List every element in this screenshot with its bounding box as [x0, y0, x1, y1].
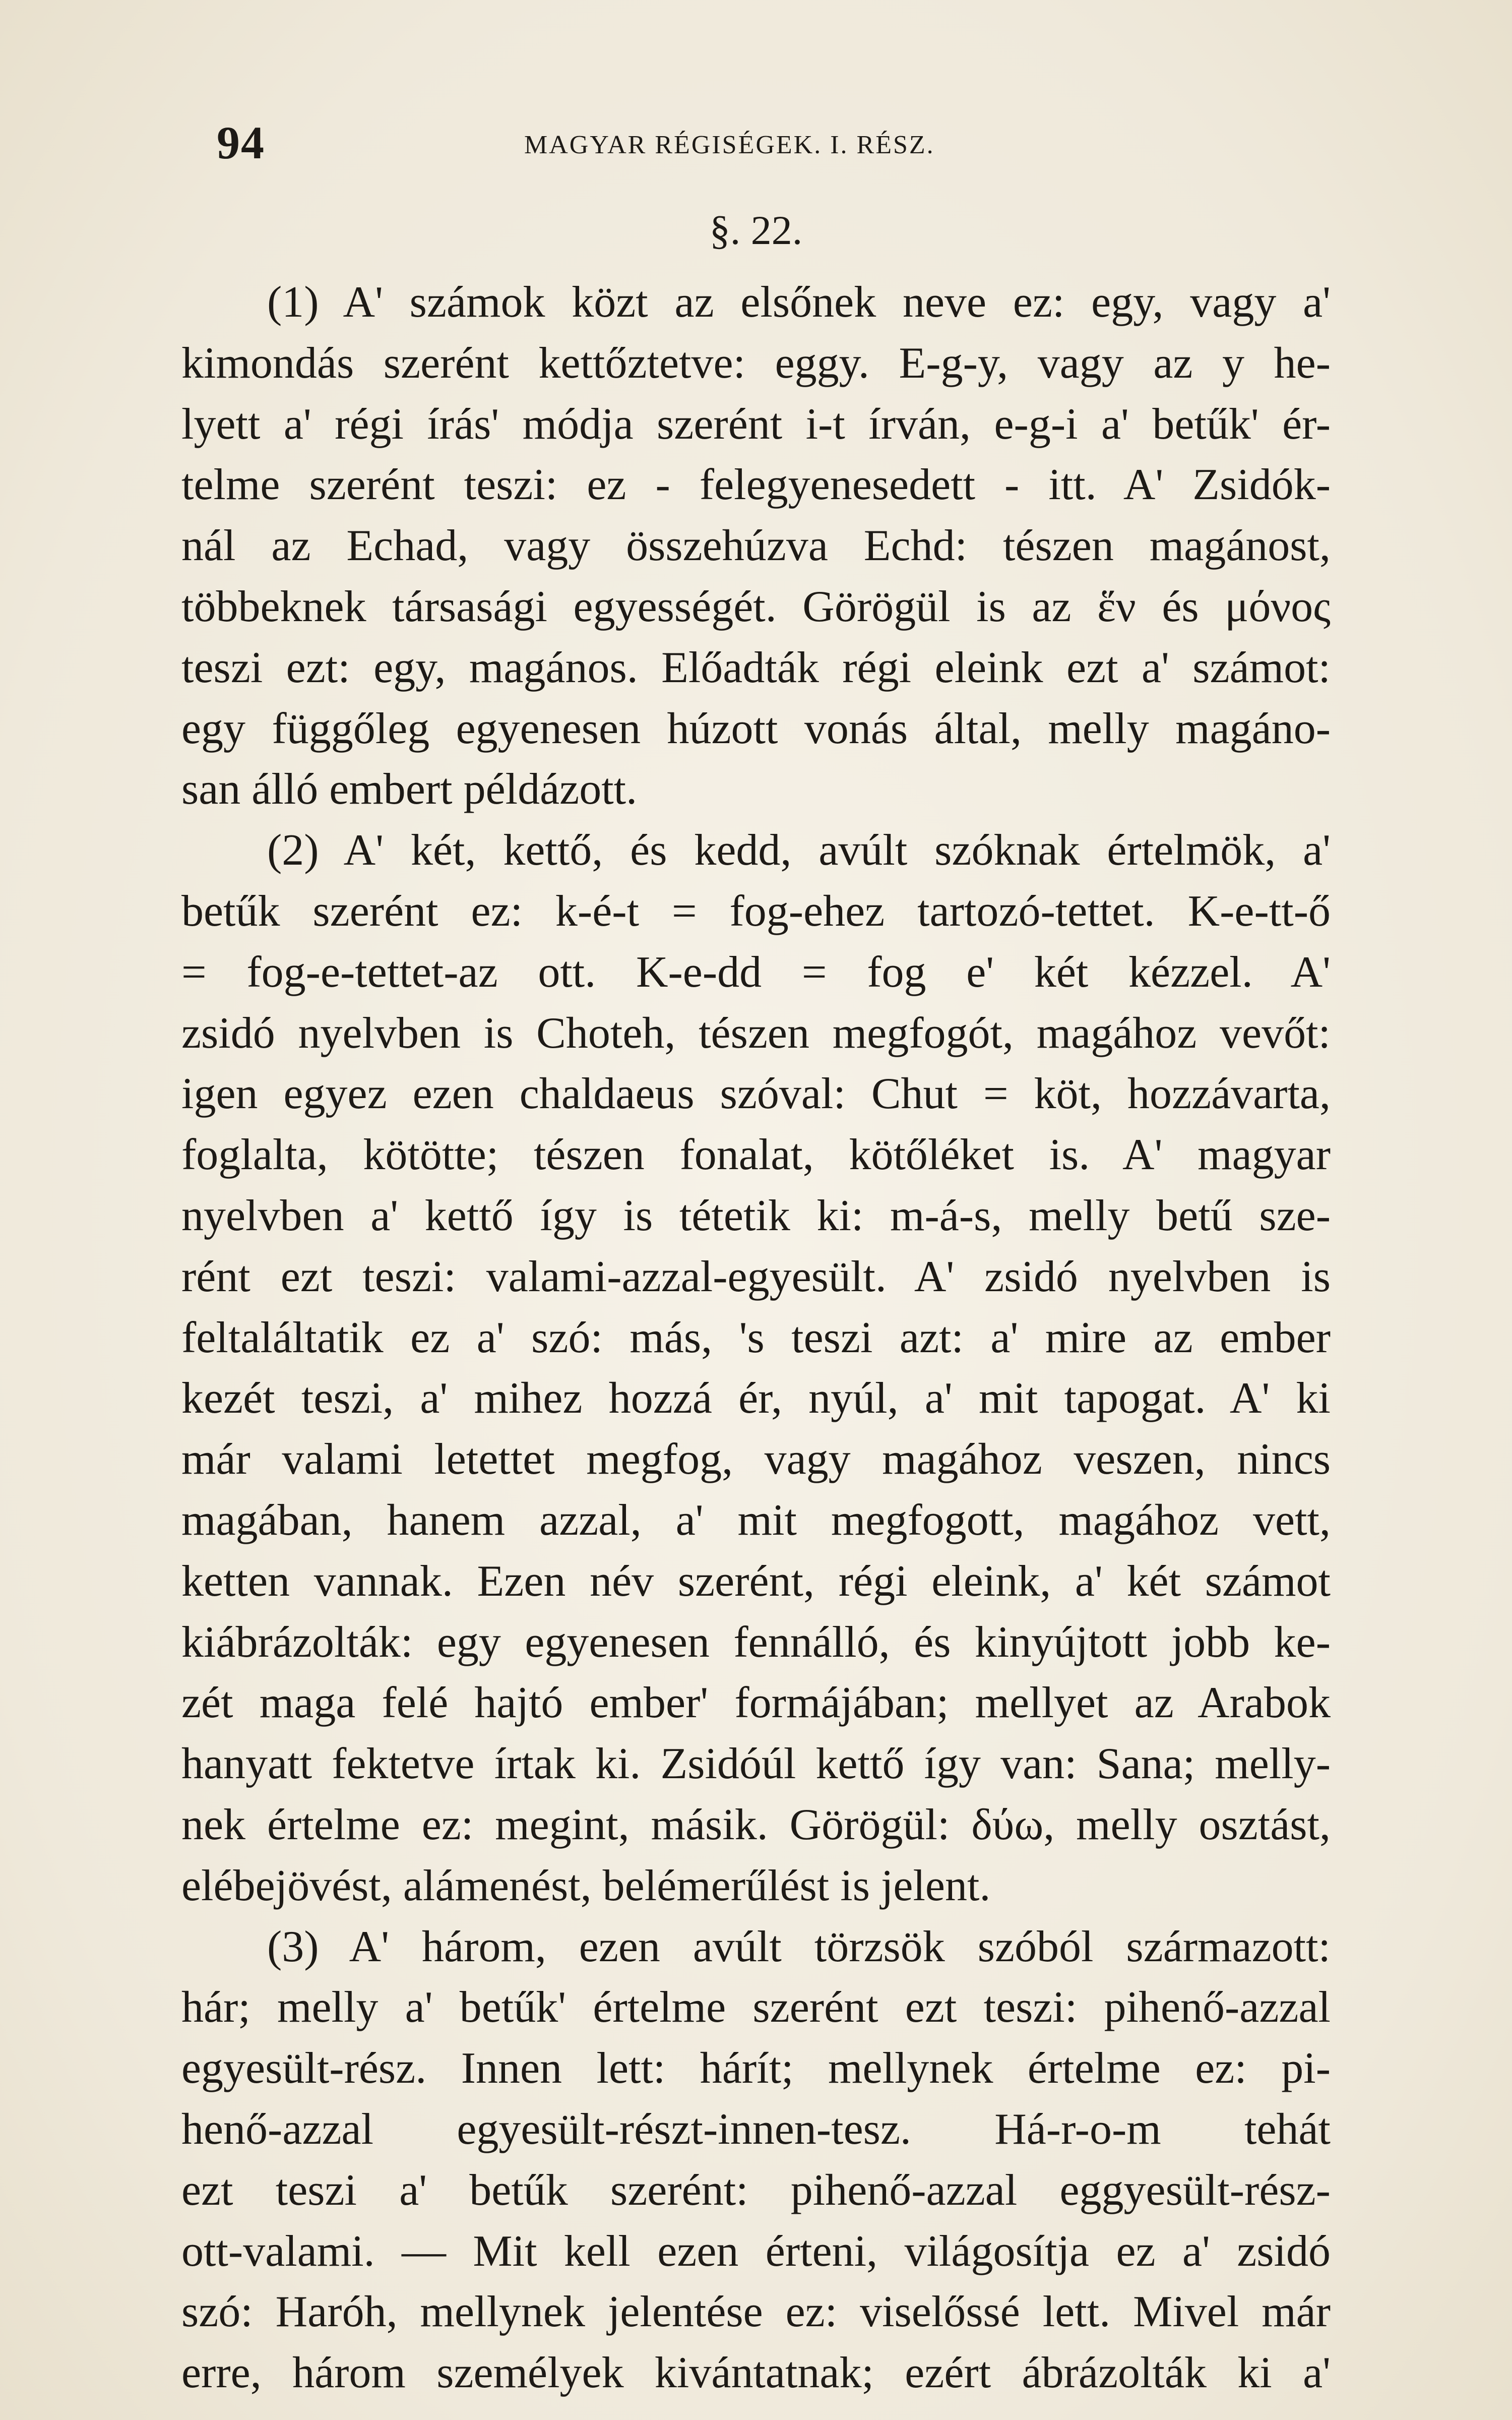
text-line: = fog-e-tettet-az ott. K-e-dd = fog e' két kézzel. A' — [181, 947, 1331, 997]
running-head: MAGYAR RÉGISÉGEK. I. RÉSZ. — [524, 131, 935, 159]
text-line: kezét teszi, a' mihez hozzá ér, nyúl, a' mit tapogat. A' ki — [181, 1374, 1331, 1423]
text-line: nyelvben a' kettő így is tétetik ki: m-á-s, melly betű sze- — [181, 1191, 1331, 1240]
section-title: §. 22. — [709, 207, 803, 253]
text-line: nál az Echad, vagy összehúzva Echd: tészen magánost, — [181, 521, 1331, 571]
text-line: elébejövést, alámenést, belémerűlést is jelent. — [181, 1861, 991, 1910]
text-line: ott-valami. — Mit kell ezen érteni, világosítja ez a' zsidó — [181, 2226, 1331, 2276]
page-number: 94 — [217, 117, 265, 168]
text-line: telme szerént teszi: ez - felegyenesedett - itt. A' Zsidók- — [181, 460, 1331, 510]
text-line: kiábrázolták: egy egyenesen fennálló, és kinyújtott jobb ke- — [181, 1617, 1331, 1667]
text-line: egyesült-rész. Innen lett: hárít; mellynek értelme ez: pi- — [181, 2044, 1331, 2093]
text-line: magában, hanem azzal, a' mit megfogott, magához vett, — [181, 1495, 1331, 1545]
page-header — [217, 116, 1310, 171]
text-line: teszi ezt: egy, magános. Előadták régi eleink ezt a' számot: — [181, 643, 1331, 692]
text-line: san álló embert példázott. — [181, 765, 638, 814]
text-line: hanyatt fektetve írtak ki. Zsidóúl kettő így van: Sana; melly- — [181, 1739, 1331, 1789]
text-line: hár; melly a' betűk' értelme szerént ezt teszi: pihenő-azzal — [181, 1983, 1331, 2032]
text-line: erre, három személyek kivántatnak; ezért ábrázolták ki a' — [181, 2348, 1331, 2398]
text-line: (3) A' három, ezen avúlt törzsök szóból származott: — [267, 1922, 1331, 1971]
text-line: (1) A' számok közt az elsőnek neve ez: egy, vagy a' — [267, 278, 1331, 327]
text-line: szó: Haróh, mellynek jelentése ez: viselőssé lett. Mivel már — [181, 2287, 1331, 2337]
text-line: foglalta, kötötte; tészen fonalat, kötőléket is. A' magyar — [181, 1130, 1331, 1180]
text-line: lyett a' régi írás' módja szerént i-t írván, e-g-i a' betűk' ér- — [181, 399, 1331, 449]
text-line: többeknek társasági egyességét. Görögül is az ἕν és μόνος — [181, 582, 1331, 631]
text-line: egy függőleg egyenesen húzott vonás által, melly magáno- — [181, 704, 1331, 753]
text-line: igen egyez ezen chaldaeus szóval: Chut = köt, hozzávarta, — [181, 1069, 1331, 1119]
text-line: feltaláltatik ez a' szó: más, 's teszi azt: a' mire az ember — [181, 1313, 1331, 1362]
text-line: már valami letettet megfog, vagy magához veszen, nincs — [181, 1435, 1331, 1484]
text-line: zét maga felé hajtó ember' formájában; mellyet az Arabok — [181, 1678, 1331, 1728]
text-line: (2) A' két, kettő, és kedd, avúlt szóknak értelmök, a' — [267, 826, 1331, 875]
text-line: betűk szerént ez: k-é-t = fog-ehez tartozó-tettet. K-e-tt-ő — [181, 886, 1331, 936]
text-line: zsidó nyelvben is Choteh, tészen megfogót, magához vevőt: — [181, 1008, 1331, 1058]
text-line: ketten vannak. Ezen név szerént, régi eleink, a' két számot — [181, 1556, 1331, 1606]
text-line: kimondás szerént kettőztetve: eggy. E-g-y, vagy az y he- — [181, 338, 1331, 388]
text-line: rént ezt teszi: valami-azzal-egyesült. A' zsidó nyelvben is — [181, 1252, 1331, 1301]
body-text — [181, 272, 1331, 2398]
text-line: henő-azzal egyesült-részt-innen-tesz. Há-r-o-m tehát — [181, 2104, 1331, 2154]
text-line: ezt teszi a' betűk szerént: pihenő-azzal eggyesült-rész- — [181, 2165, 1331, 2215]
text-line: nek értelme ez: megint, másik. Görögül: δύω, melly osztást, — [181, 1800, 1331, 1849]
